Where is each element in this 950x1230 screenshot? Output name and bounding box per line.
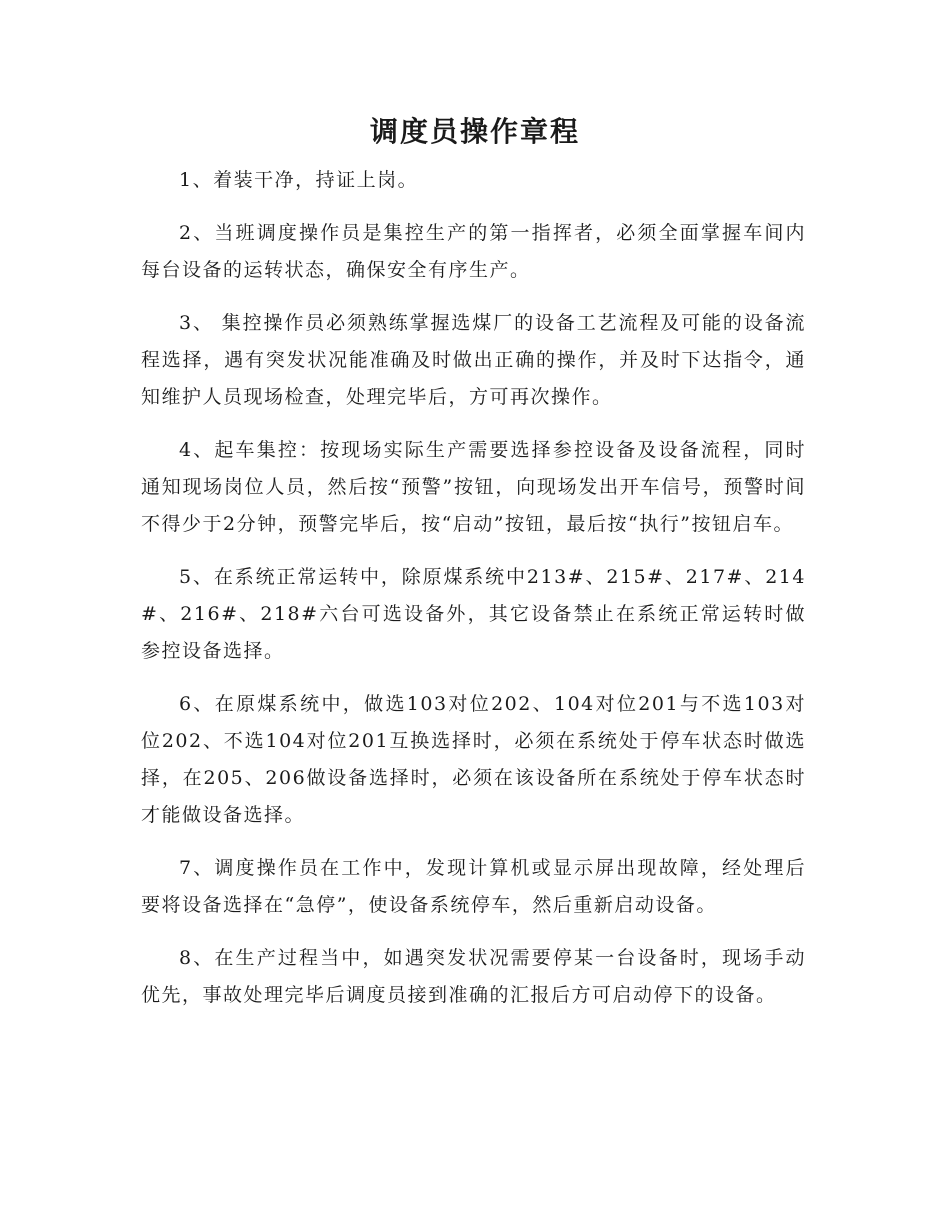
paragraph-2: 2、当班调度操作员是集控生产的第一指挥者，必须全面掌握车间内每台设备的运转状态，确保安全有序生产。 (141, 222, 806, 281)
document-title: 调度员操作章程 (369, 115, 580, 148)
document-body (141, 162, 806, 1030)
paragraph-7: 7、调度操作员在工作中，发现计算机或显示屏出现故障，经处理后要将设备选择在“急停”，使设备系统停车，然后重新启动设备。 (141, 857, 806, 916)
paragraph-4: 4、起车集控：按现场实际生产需要选择参控设备及设备流程，同时通知现场岗位人员，然后按“预警”按钮，向现场发出开车信号，预警时间不得少于2分钟，预警完毕后，按“启动”按钮，最后按“执行”按钮启车。 (141, 439, 806, 535)
paragraph-8: 8、在生产过程当中，如遇突发状况需要停某一台设备时，现场手动优先，事故处理完毕后调度员接到准确的汇报后方可启动停下的设备。 (141, 947, 806, 1006)
paragraph-1: 1、着装干净，持证上岗。 (179, 169, 419, 191)
paragraph-5: 5、在系统正常运转中，除原煤系统中213#、215#、217#、214#、216#、218#六台可选设备外，其它设备禁止在系统正常运转时做参控设备选择。 (141, 566, 806, 662)
paragraph-6: 6、在原煤系统中，做选103对位202、104对位201与不选103对位202、不选104对位201互换选择时，必须在系统处于停车状态时做选择，在205、206做设备选择时，必须在该设备所在系统处于停车状态时才能做设备选择。 (141, 693, 806, 826)
paragraph-3: 3、 集控操作员必须熟练掌握选煤厂的设备工艺流程及可能的设备流程选择，遇有突发状况能准确及时做出正确的操作，并及时下达指令，通知维护人员现场检查，处理完毕后，方可再次操作。 (141, 312, 806, 408)
